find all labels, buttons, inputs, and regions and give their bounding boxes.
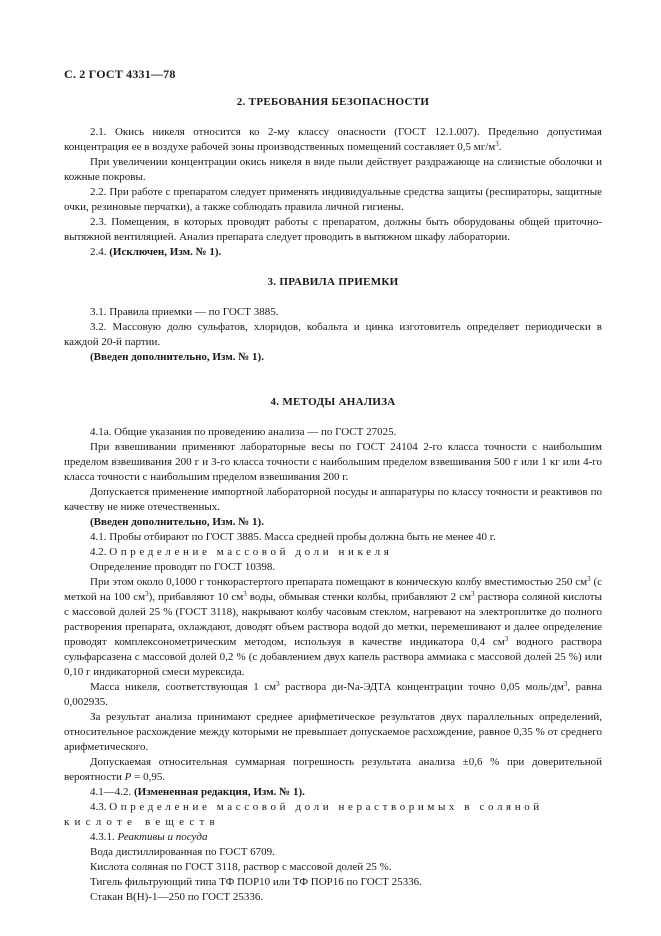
subsection-subtitle: Реактивы и посуда	[117, 831, 208, 843]
reagent-item: Вода дистиллированная по ГОСТ 6709.	[90, 846, 275, 858]
paragraph-3-2: 3.2. Массовую долю сульфатов, хлоридов, кобальта и цинка изготовитель определяет периодически в каждой 20-й партии.	[64, 321, 602, 348]
paragraph-imported-glassware: Допускается применение импортной лабораторной посуды и аппаратуры по классу точности и реактивов по качеству не ниже отечественных.	[64, 486, 602, 513]
paragraph-2-3: 2.3. Помещения, в которых проводят работы с препаратом, должны быть оборудованы общей приточно-вытяжной вентиляцией. Анализ препарата следует проводить в вытяжном шкафу лаборатории.	[64, 216, 602, 243]
paragraph-weighing: При взвешивании применяют лабораторные весы по ГОСТ 24104 2-го класса точности с наибольшим пределом взвешивания 200 г и 3-го класса точности с наибольшим пределом взвешивания 500 г или 1 кг или 4-го класса точности с наибольшим пределом взвешивания 200 г.	[64, 441, 602, 483]
paragraph-4-3-1-heading: 4.3.1. Реактивы и посуда	[90, 831, 208, 843]
amendment-note: (Измененная редакция, Изм. № 1).	[134, 786, 305, 798]
paragraph-4-3-heading: 4.3. Определение массовой доли нерастворимых в соляной кислоте веществ	[64, 801, 543, 828]
paragraph-4-2-error: Допускаемая относительная суммарная погрешность результата анализа ±0,6 % при доверительной вероятности P = 0,95.	[64, 756, 602, 783]
paragraph-4-2-mass: Масса никеля, соответствующая 1 $см^3$ раствора ди-Na-ЭДТА концентрации точно 0,05 моль/$дм^3$, равна 0,002935.	[64, 680, 602, 708]
paragraph-4-2-procedure: При этом около 0,1000 г тонкорастертого препарата помещают в коническую колбу вместимостью 250 $см^3$ (с меткой на 100 $см^3$), прибавляют 10 $см^3$ воды, обмывая стенки колбы, прибавляют 2 $см^3$ раствора соляной кислоты с массовой долей 25 % (ГОСТ 3118), накрывают колбу часовым стеклом, нагревают на электроплитке до полного растворения препарата, охлаждают, доводят объем раствора водой до метки, перемешивают и далее определение проводят комплексонометрическим методом, используя в качестве индикатора 0,4 $см^3$ водного раствора сульфарсазена с массовой долей 0,2 % (с добавлением двух капель раствора аммиака с массовой долей 25 %) или 0,10 г индикаторной смеси мурексида.	[64, 575, 603, 678]
reagent-item: Кислота соляная по ГОСТ 3118, раствор с массовой долей 25 %.	[90, 861, 392, 873]
running-header: С. 2 ГОСТ 4331—78	[64, 67, 176, 81]
document-body	[64, 95, 602, 905]
subsection-title-cont: кислоте веществ	[64, 816, 220, 828]
subsection-title: Определение массовой доли нерастворимых в соляной	[109, 801, 543, 813]
subsection-title: Определение массовой доли никеля	[109, 546, 393, 558]
paragraph-3-1: 3.1. Правила приемки — по ГОСТ 3885.	[90, 306, 279, 318]
section-3-title: 3. ПРАВИЛА ПРИЕМКИ	[267, 276, 399, 288]
paragraph-4-1a: 4.1а. Общие указания по проведению анализа — по ГОСТ 27025.	[90, 426, 397, 438]
paragraph-4-1: 4.1. Пробы отбирают по ГОСТ 3885. Масса средней пробы должна быть не менее 40 г.	[90, 531, 496, 543]
paragraph-4-1-4-2-amendment: 4.1—4.2. (Измененная редакция, Изм. № 1).	[90, 786, 305, 798]
paragraph-2-1-cont: При увеличении концентрации окись никеля в виде пыли действует раздражающе на слизистые оболочки и кожные покровы.	[64, 156, 602, 183]
amendment-note: (Введен дополнительно, Изм. № 1).	[90, 351, 264, 363]
paragraph-2-2: 2.2. При работе с препаратом следует применять индивидуальные средства защиты (респираторы, защитные очки, резиновые перчатки), а также соблюдать правила личной гигиены.	[64, 186, 602, 213]
section-4-title: 4. МЕТОДЫ АНАЛИЗА	[270, 396, 396, 408]
amendment-note: (Введен дополнительно, Изм. № 1).	[90, 516, 264, 528]
amendment-note: (Исключен, Изм. № 1).	[109, 246, 222, 258]
paragraph-4-2-result: За результат анализа принимают среднее арифметическое результатов двух параллельных определений, относительное расхождение между которыми не превышает допускаемое расхождение, равное 0,35 % от среднего арифметического.	[64, 711, 602, 753]
paragraph-2-4: 2.4. (Исключен, Изм. № 1).	[90, 246, 222, 258]
reagent-item: Тигель фильтрующий типа ТФ ПОР10 или ТФ ПОР16 по ГОСТ 25336.	[90, 876, 422, 888]
paragraph-4-2-heading: 4.2. Определение массовой доли никеля	[90, 546, 393, 558]
reagent-item: Стакан В(Н)-1—250 по ГОСТ 25336.	[90, 891, 264, 903]
paragraph-4-2-method: Определение проводят по ГОСТ 10398.	[90, 561, 276, 573]
paragraph-2-1: 2.1. Окись никеля относится ко 2-му классу опасности (ГОСТ 12.1.007). Предельно допустимая концентрация ее в воздухе рабочей зоны производственных помещений составляет 0,5 $мг/м^3$.	[64, 126, 602, 153]
section-2-title: 2. ТРЕБОВАНИЯ БЕЗОПАСНОСТИ	[236, 96, 430, 108]
